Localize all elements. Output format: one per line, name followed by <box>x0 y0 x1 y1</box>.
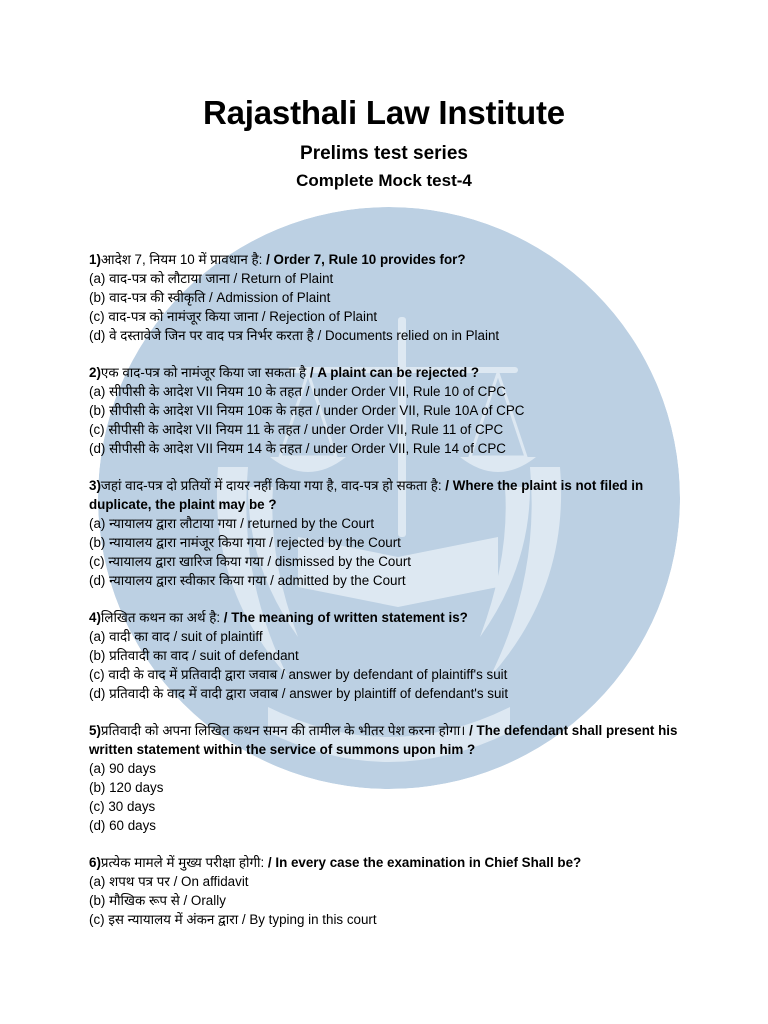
question-number: 3) <box>89 478 101 493</box>
option-c: (c) न्यायालय द्वारा खारिज किया गया / dismissed by the Court <box>89 554 412 569</box>
question-text-hindi: आदेश 7, नियम 10 में प्रावधान है: <box>100 252 267 267</box>
question-number: 5) <box>89 723 101 738</box>
question-text-hindi: प्रतिवादी को अपना लिखित कथन समन की तामील के भीतर पेश करना होगा। <box>100 723 470 738</box>
question-text-hindi: प्रत्येक मामले में मुख्य परीक्षा होगी: <box>100 855 268 870</box>
option-b: (b) 120 days <box>89 780 164 795</box>
question-text-hindi: लिखित कथन का अर्थ है: <box>100 610 224 625</box>
question-text-english: / Where the plaint is not filed in duplicate, the plaint may be ? <box>89 478 644 512</box>
question-text-english: / The defendant shall present his written statement within the service of summons upon him ? <box>89 723 678 757</box>
page-title: Rajasthali Law Institute <box>203 94 565 131</box>
option-a: (a) वाद-पत्र को लौटाया जाना / Return of Plaint <box>89 271 334 286</box>
question-text-hindi: जहां वाद-पत्र दो प्रतियों में दायर नहीं किया गया है, वाद-पत्र हो सकता है: <box>100 478 446 493</box>
question-number: 6) <box>89 855 101 870</box>
option-a: (a) वादी का वाद / suit of plaintiff <box>89 629 263 644</box>
page-subtitle: Prelims test series <box>300 143 468 164</box>
question-stem <box>89 476 689 514</box>
option-c: (c) सीपीसी के आदेश VII नियम 11 के तहत / under Order VII, Rule 11 of CPC <box>89 422 504 437</box>
option-b: (b) प्रतिवादी का वाद / suit of defendant <box>89 648 299 663</box>
option-a: (a) न्यायालय द्वारा लौटाया गया / returned by the Court <box>89 516 375 531</box>
option-d: (d) न्यायालय द्वारा स्वीकार किया गया / admitted by the Court <box>89 573 406 588</box>
question-number: 1) <box>89 252 101 267</box>
option-b: (b) सीपीसी के आदेश VII नियम 10क के तहत / under Order VII, Rule 10A of CPC <box>89 403 525 418</box>
option-d: (d) 60 days <box>89 818 156 833</box>
question-text-english: / In every case the examination in Chief Shall be? <box>267 855 582 870</box>
question-stem <box>89 363 689 382</box>
question-stem <box>89 721 689 759</box>
question-stem <box>89 853 689 872</box>
question-item <box>89 721 689 835</box>
option-a: (a) शपथ पत्र पर / On affidavit <box>89 874 249 889</box>
question-stem <box>89 250 689 269</box>
question-text-english: / The meaning of written statement is? <box>223 610 468 625</box>
question-number: 2) <box>89 365 101 380</box>
option-c: (c) 30 days <box>89 799 156 814</box>
question-item <box>89 250 689 345</box>
option-b: (b) मौखिक रूप से / Orally <box>89 893 226 908</box>
question-item <box>89 476 689 590</box>
option-c: (c) वाद-पत्र को नामंजूर किया जाना / Rejection of Plaint <box>89 309 378 324</box>
question-item <box>89 608 689 703</box>
option-d: (d) सीपीसी के आदेश VII नियम 14 के तहत / under Order VII, Rule 14 of CPC <box>89 441 506 456</box>
option-a: (a) 90 days <box>89 761 156 776</box>
question-stem <box>89 608 689 627</box>
question-text-hindi: एक वाद-पत्र को नामंजूर किया जा सकता है <box>100 365 310 380</box>
option-d: (d) प्रतिवादी के वाद में वादी द्वारा जवाब / answer by plaintiff of defendant's suit <box>89 686 509 701</box>
question-text-english: / Order 7, Rule 10 provides for? <box>266 252 466 267</box>
option-b: (b) वाद-पत्र की स्वीकृति / Admission of Plaint <box>89 290 331 305</box>
option-d: (d) वे दस्तावेजे जिन पर वाद पत्र निर्भर करता है / Documents relied on in Plaint <box>89 328 500 343</box>
option-a: (a) सीपीसी के आदेश VII नियम 10 के तहत / under Order VII, Rule 10 of CPC <box>89 384 506 399</box>
question-item <box>89 363 689 458</box>
question-number: 4) <box>89 610 101 625</box>
question-item <box>89 853 689 929</box>
test-name: Complete Mock test-4 <box>296 171 472 190</box>
option-c: (c) वादी के वाद में प्रतिवादी द्वारा जवाब / answer by defendant of plaintiff's suit <box>89 667 508 682</box>
option-b: (b) न्यायालय द्वारा नामंजूर किया गया / rejected by the Court <box>89 535 401 550</box>
option-c: (c) इस न्यायालय में अंकन द्वारा / By typing in this court <box>89 912 377 927</box>
question-list <box>89 250 689 947</box>
question-text-english: / A plaint can be rejected ? <box>309 365 480 380</box>
